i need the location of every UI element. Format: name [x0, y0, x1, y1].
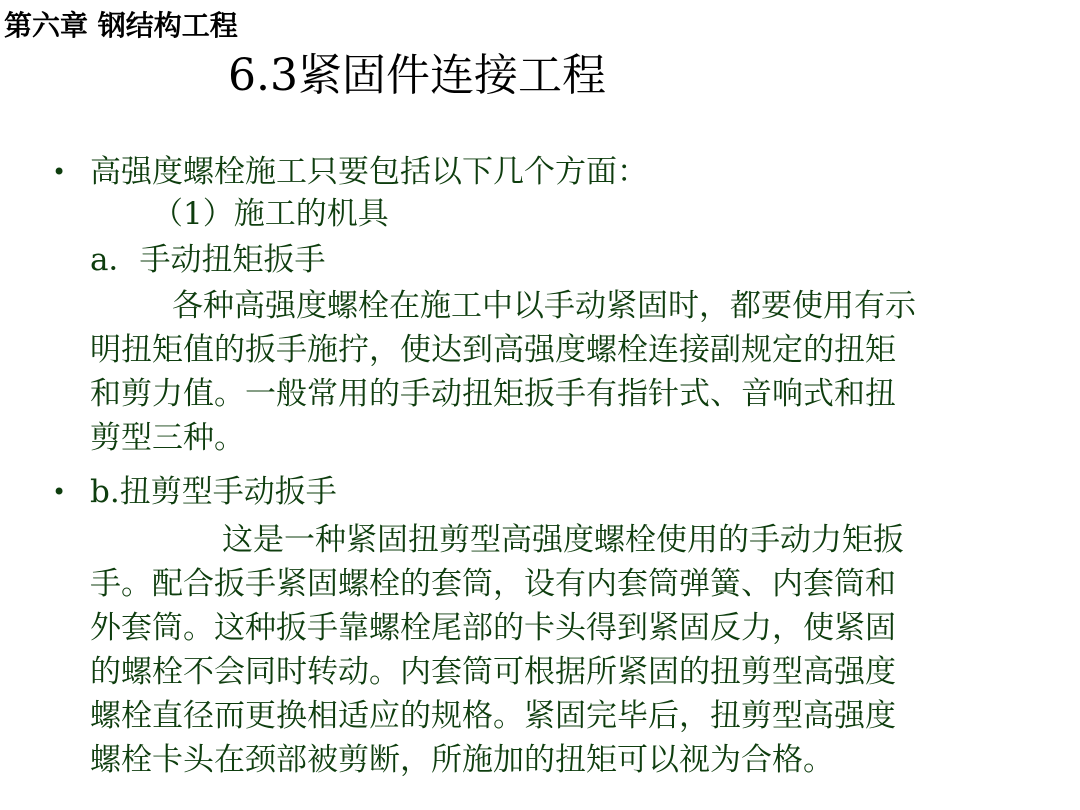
bullet-icon: •: [52, 158, 67, 186]
paragraph-b-line-6: 螺栓卡头在颈部被剪断，所施加的扭矩可以视为合格。: [90, 742, 834, 778]
paragraph-b-line-3: 外套筒。这种扳手靠螺栓尾部的卡头得到紧固反力，使紧固: [90, 610, 896, 646]
item-a-heading: a．手动扭矩扳手: [90, 242, 326, 278]
section-title: 6.3紧固件连接工程: [228, 50, 606, 101]
paragraph-a-line-3: 和剪力值。一般常用的手动扭矩扳手有指针式、音响式和扭: [90, 376, 896, 412]
paragraph-a-line-1: 各种高强度螺栓在施工中以手动紧固时，都要使用有示: [172, 288, 916, 324]
paragraph-b-line-5: 螺栓直径而更换相适应的规格。紧固完毕后，扭剪型高强度: [90, 698, 896, 734]
paragraph-b-line-4: 的螺栓不会同时转动。内套筒可根据所紧固的扭剪型高强度: [90, 654, 896, 690]
paragraph-b-line-1: 这是一种紧固扭剪型高强度螺栓使用的手动力矩扳: [222, 522, 904, 558]
paragraph-a-line-4: 剪型三种。: [90, 420, 245, 456]
subheading-tools: （1）施工的机具: [152, 196, 389, 232]
paragraph-b-line-2: 手。配合扳手紧固螺栓的套筒，设有内套筒弹簧、内套筒和: [90, 566, 896, 602]
intro-line: 高强度螺栓施工只要包括以下几个方面：: [90, 154, 648, 190]
bullet-icon: •: [52, 478, 67, 506]
paragraph-a-line-2: 明扭矩值的扳手施拧，使达到高强度螺栓连接副规定的扭矩: [90, 332, 896, 368]
item-b-heading: b.扭剪型手动扳手: [90, 474, 337, 510]
chapter-heading: 第六章 钢结构工程: [4, 9, 238, 42]
